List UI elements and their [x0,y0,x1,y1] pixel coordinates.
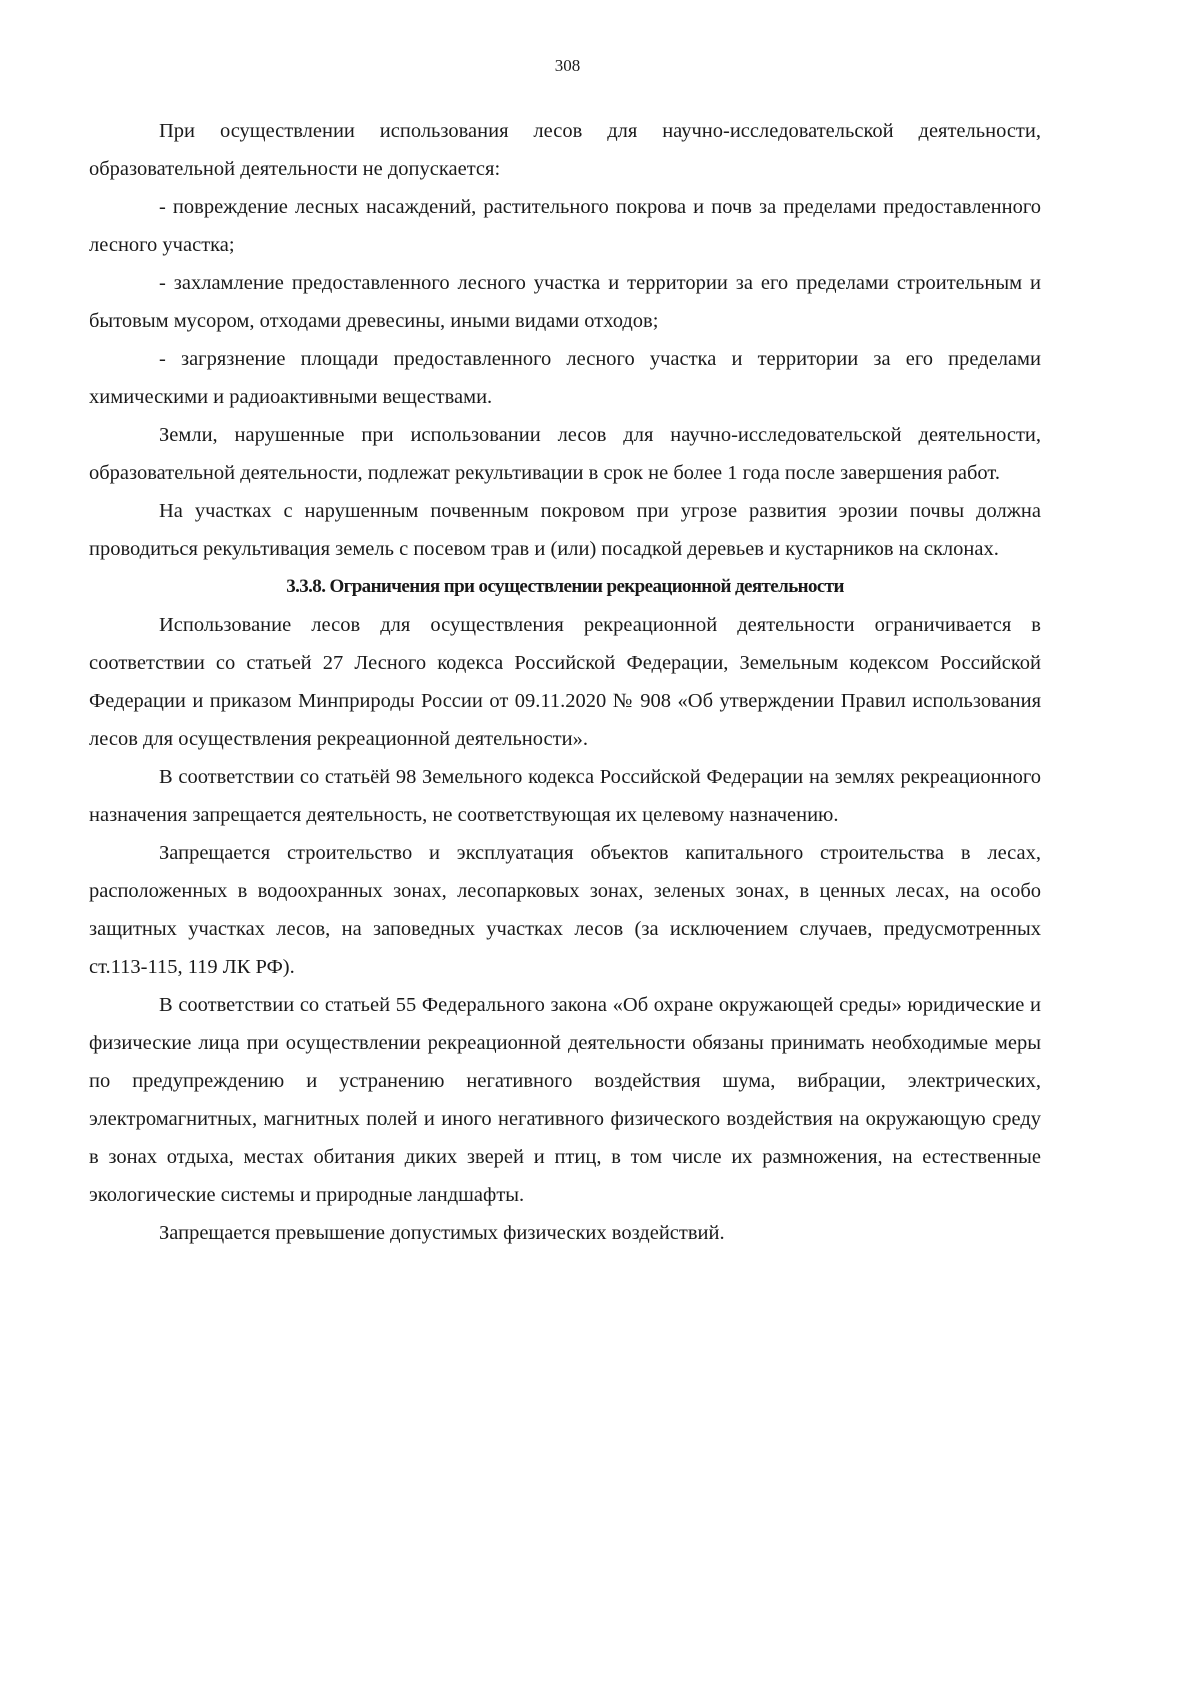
paragraph-construction-ban: Запрещается строительство и эксплуатация объектов капитального строительства в лесах, расположенных в водоохранных зонах, лесопарковых зонах, зеленых зонах, в ценных лесах, на особо защитных участках лесов, на заповедных участках лесов (за исключением случаев, предусмотренных ст.113-115, 119 ЛК РФ). [89,842,1041,978]
list-item-damage: - повреждение лесных насаждений, растительного покрова и почв за пределами предоставленного лесного участка; [89,196,1041,256]
paragraph-legal-basis: Использование лесов для осуществления рекреационной деятельности ограничивается в соответствии со статьей 27 Лесного кодекса Российской Федерации, Земельным кодексом Российской Федерации и приказом Минприроды России от 09.11.2020 № 908 «Об утверждении Правил использования лесов для осуществления рекреационной деятельности». [89,614,1041,750]
section-heading: 3.3.8. Ограничения при осуществлении рекреационной деятельности [286,576,844,597]
paragraph-recultivation-term: Земли, нарушенные при использовании лесов для научно-исследовательской деятельности, образовательной деятельности, подлежат рекультивации в срок не более 1 года после завершения работ. [89,424,1041,484]
list-item-pollution: - загрязнение площади предоставленного лесного участка и территории за его пределами химическими и радиоактивными веществами. [89,348,1041,408]
paragraph-land-code: В соответствии со статьёй 98 Земельного кодекса Российской Федерации на землях рекреационного назначения запрещается деятельность, не соответствующая их целевому назначению. [89,766,1041,826]
page-content [89,112,1041,1252]
list-item-littering: - захламление предоставленного лесного участка и территории за его пределами строительным и бытовым мусором, отходами древесины, иными видами отходов; [89,272,1041,332]
paragraph-limit: Запрещается превышение допустимых физических воздействий. [159,1222,725,1244]
paragraph-erosion: На участках с нарушенным почвенным покровом при угрозе развития эрозии почвы должна проводиться рекультивация земель с посевом трав и (или) посадкой деревьев и кустарников на склонах. [89,500,1041,560]
paragraph-environment-law: В соответствии со статьей 55 Федерального закона «Об охране окружающей среды» юридические и физические лица при осуществлении рекреационной деятельности обязаны принимать необходимые меры по предупреждению и устранению негативного воздействия шума, вибрации, электрических, электромагнитных, магнитных полей и иного негативного физического воздействия на окружающую среду в зонах отдыха, местах обитания диких зверей и птиц, в том числе их размножения, на естественные экологические системы и природные ландшафты. [89,994,1041,1206]
paragraph-intro: При осуществлении использования лесов для научно-исследовательской деятельности, образовательной деятельности не допускается: [89,120,1041,180]
page-number: 308 [554,56,581,75]
